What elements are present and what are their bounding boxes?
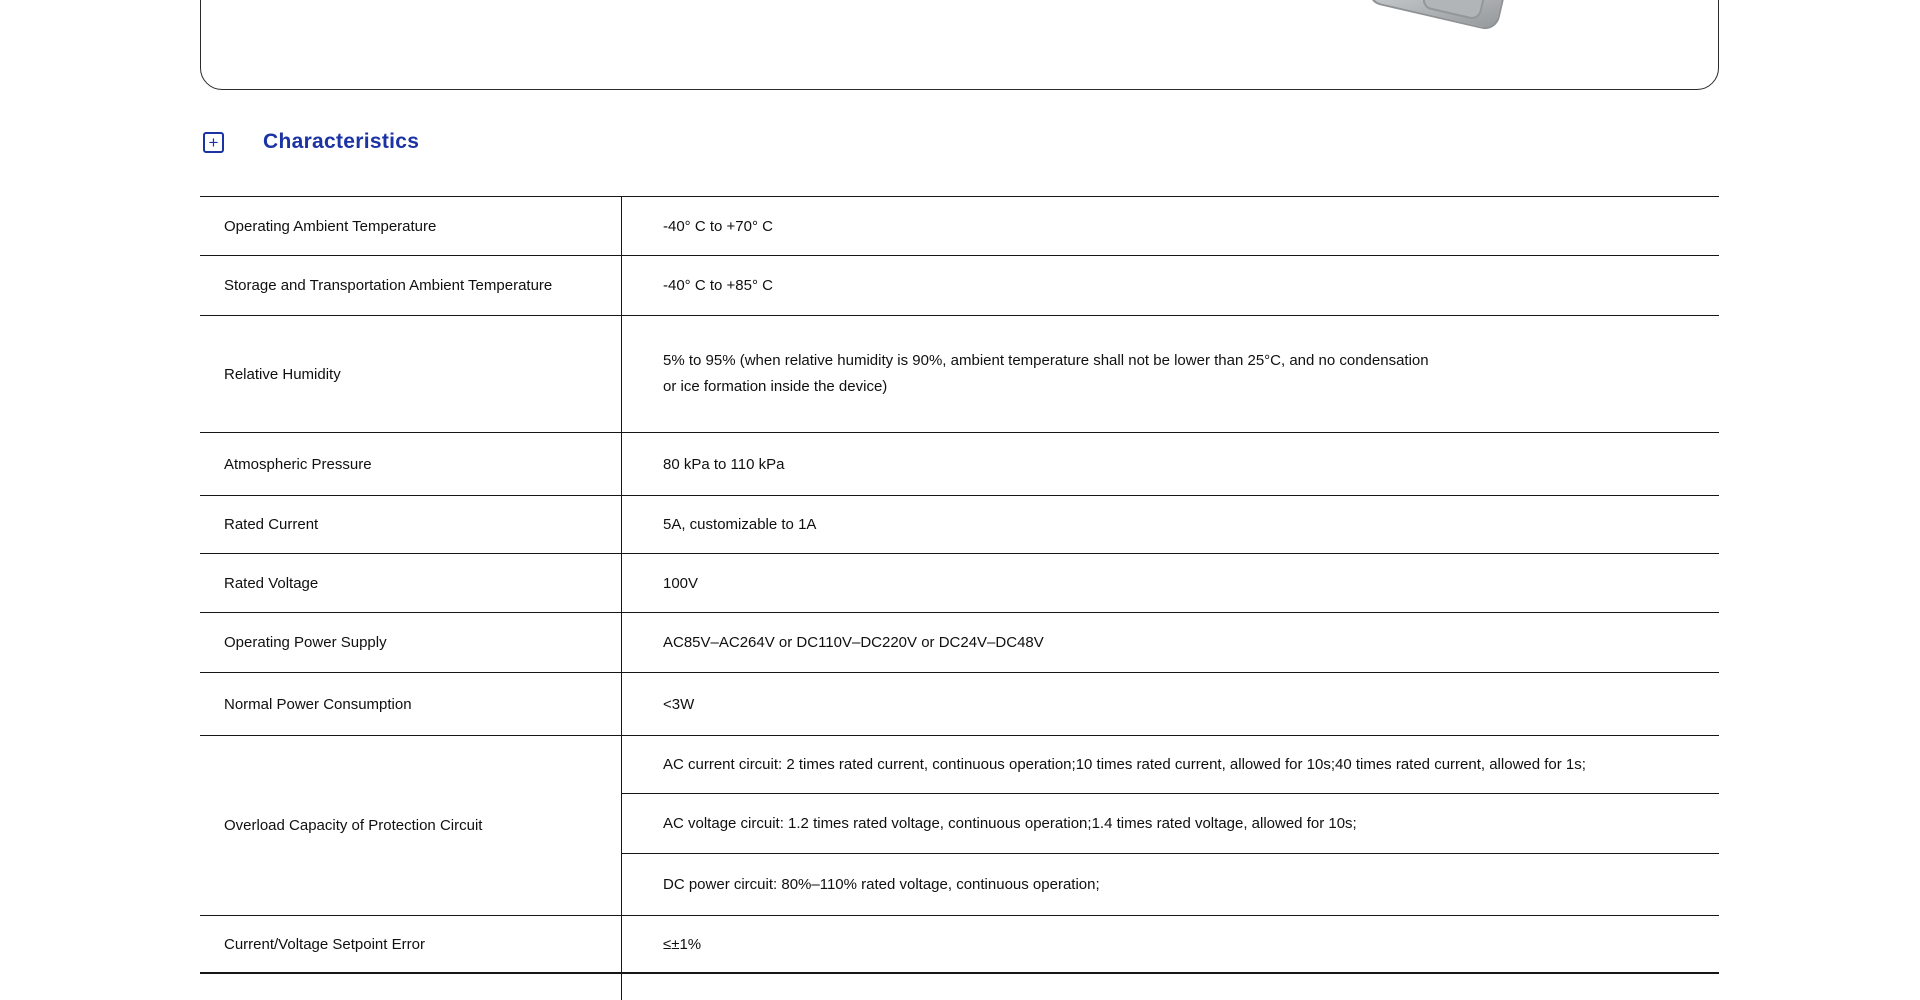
spec-value-line: 5% to 95% (when relative humidity is 90%, ambient temperature shall not be lower than 25°C, and no condensation <box>663 352 1429 369</box>
spec-value: -40° C to +85° C <box>663 277 773 294</box>
spec-value-empty <box>622 974 1719 1000</box>
table-row-group <box>200 736 1719 916</box>
spec-value: AC85V–AC264V or DC110V–DC220V or DC24V–DC48V <box>663 634 1044 651</box>
spec-label: Current/Voltage Setpoint Error <box>200 916 622 972</box>
spec-value-line: or ice formation inside the device) <box>663 378 888 395</box>
device-photo-body <box>1366 0 1515 30</box>
spec-label: Relative Humidity <box>200 316 622 432</box>
spec-value: 80 kPa to 110 kPa <box>663 455 785 473</box>
spec-value: 5A, customizable to 1A <box>663 516 817 533</box>
spec-subvalue: DC power circuit: 80%–110% rated voltage, continuous operation; <box>663 876 1100 893</box>
spec-subvalue: AC current circuit: 2 times rated current, continuous operation;10 times rated current, allowed for 10s;40 times rated current, allowed for 1s; <box>622 736 1719 794</box>
spec-label: Storage and Transportation Ambient Temperature <box>200 256 622 315</box>
spec-label: Rated Current <box>200 496 622 553</box>
table-row <box>200 496 1719 554</box>
spec-label-empty <box>200 974 622 1000</box>
spec-value: 100V <box>663 574 699 592</box>
table-row <box>200 673 1719 736</box>
spec-label: Rated Voltage <box>200 554 622 612</box>
spec-value: -40° C to +70° C <box>663 217 773 235</box>
product-image <box>1355 0 1535 30</box>
spec-value: ≤±1% <box>663 935 702 953</box>
device-photo-detail <box>1421 0 1488 21</box>
table-row <box>200 554 1719 613</box>
spec-label: Operating Ambient Temperature <box>200 197 622 255</box>
table-row-partial <box>200 974 1719 1000</box>
spec-value: <3W <box>663 695 695 713</box>
expand-plus-icon[interactable]: + <box>203 132 224 153</box>
spec-subvalue: AC voltage circuit: 1.2 times rated voltage, continuous operation;1.4 times rated voltage, allowed for 10s; <box>622 794 1719 854</box>
characteristics-table <box>200 196 1719 1000</box>
table-row <box>200 433 1719 496</box>
spec-subvalues <box>622 736 1719 915</box>
table-row <box>200 256 1719 316</box>
section-title: Characteristics <box>263 130 420 153</box>
characteristics-section-header <box>203 130 419 154</box>
table-row <box>200 197 1719 256</box>
spec-label: Overload Capacity of Protection Circuit <box>200 736 622 915</box>
spec-label: Normal Power Consumption <box>200 673 622 735</box>
table-row <box>200 916 1719 974</box>
spec-value <box>622 316 1719 432</box>
spec-label: Atmospheric Pressure <box>200 433 622 495</box>
table-row <box>200 316 1719 433</box>
table-row <box>200 613 1719 673</box>
spec-label: Operating Power Supply <box>200 613 622 672</box>
